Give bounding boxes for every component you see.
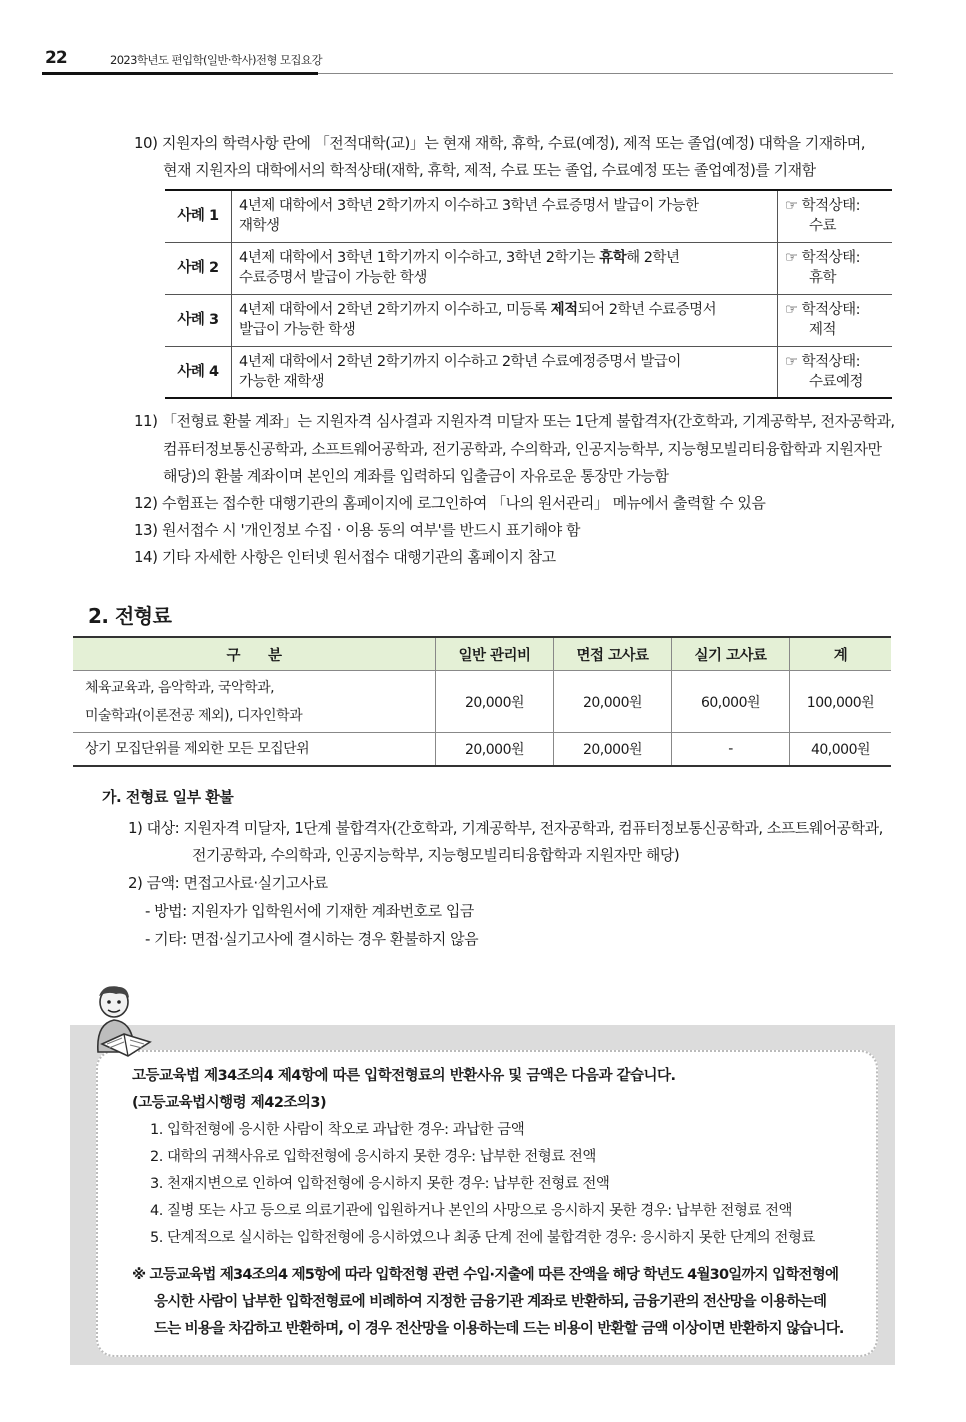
refund-subheading: 가. 전형료 일부 환불 — [102, 788, 234, 806]
interview-fee-cell: 20,000원 — [554, 733, 672, 766]
column-header: 계 — [790, 637, 892, 671]
total-fee-cell: 100,000원 — [790, 671, 892, 733]
practical-fee-cell: - — [672, 733, 790, 766]
case-description: 4년제 대학에서 3학년 1학기까지 이수하고, 3학년 2학기는 휴학해 2학년 수료증명서 발급이 가능한 학생 — [232, 242, 778, 294]
column-header: 면접 고사료 — [554, 637, 672, 671]
note-item-12: 12) 수험표는 접수한 대행기관의 홈페이지에 로그인하여 「나의 원서관리」 메뉴에서 출력할 수 있음 — [134, 494, 766, 512]
table-row — [165, 294, 892, 346]
case-description: 4년제 대학에서 3학년 2학기까지 이수하고 3학년 수료증명서 발급이 가능한 재학생 — [232, 190, 778, 242]
note-item-10 — [134, 130, 865, 157]
case-status: ☞ 학적상태: 수료예정 — [778, 346, 893, 398]
case-status: ☞ 학적상태: 수료 — [778, 190, 893, 242]
section-title: 2. 전형료 — [88, 604, 172, 628]
table-header-row — [73, 637, 891, 671]
notice-heading-source: (고등교육법시행령 제42조의3) — [132, 1095, 327, 1111]
notice-list-item: 1. 입학전형에 응시한 사람이 착오로 과납한 경우: 과납한 금액 — [150, 1122, 525, 1138]
interview-fee-cell: 20,000원 — [554, 671, 672, 733]
enrollment-status-cases-table — [165, 189, 892, 399]
refund-other: - 기타: 면접·실기고사에 결시하는 경우 환불하지 않음 — [145, 930, 479, 948]
column-header: 일반 관리비 — [436, 637, 554, 671]
case-label: 사례 3 — [165, 294, 232, 346]
note-item-11: 11) 「전형료 환불 계좌」는 지원자격 심사결과 지원자격 미달자 또는 1단계 불합격자(간호학과, 기계공학부, 전자공학과, — [134, 412, 895, 430]
column-header: 실기 고사료 — [672, 637, 790, 671]
refund-method: - 방법: 지원자가 입학원서에 기재한 계좌번호로 입금 — [145, 902, 474, 920]
notice-footnote-line2: 응시한 사람이 납부한 입학전형료에 비례하여 지정한 금융기관 계좌로 반환하되, 금융기관의 전산망을 이용하는데 — [154, 1294, 827, 1310]
table-row — [73, 671, 891, 733]
admin-fee-cell: 20,000원 — [436, 671, 554, 733]
total-fee-cell: 40,000원 — [790, 733, 892, 766]
admin-fee-cell: 20,000원 — [436, 733, 554, 766]
table-row — [165, 190, 892, 242]
table-row — [73, 733, 891, 766]
item-number: 10) — [134, 134, 158, 152]
notice-footnote-line3: 드는 비용을 차감하고 반환하며, 이 경우 전산망을 이용하는데 드는 비용이 반환할 금액 이상이면 반환하지 않습니다. — [154, 1321, 844, 1337]
fee-table — [73, 636, 891, 767]
case-label: 사례 1 — [165, 190, 232, 242]
refund-item-1: 1) 대상: 지원자격 미달자, 1단계 불합격자(간호학과, 기계공학부, 전자공학과, 컴퓨터정보통신공학과, 소프트웨어공학과, — [128, 819, 883, 837]
notice-list-item: 3. 천재지변으로 인하여 입학전형에 응시하지 못한 경우: 납부한 전형료 전액 — [150, 1176, 610, 1192]
division-cell: 상기 모집단위를 제외한 모든 모집단위 — [73, 733, 436, 766]
case-status: ☞ 학적상태: 제적 — [778, 294, 893, 346]
table-row — [165, 242, 892, 294]
notice-list-item: 2. 대학의 귀책사유로 입학전형에 응시하지 못한 경우: 납부한 전형료 전액 — [150, 1149, 596, 1165]
notice-footnote: ※ 고등교육법 제34조의4 제5항에 따라 입학전형 관련 수입·지출에 따른 잔액을 해당 학년도 4월30일까지 입학전형에 — [132, 1267, 839, 1283]
header-title: 2023학년도 편입학(일반·학사)전형 모집요강 — [110, 53, 322, 67]
division-cell: 체육교육과, 음악학과, 국악학과, 미술학과(이론전공 제외), 디자인학과 — [73, 671, 436, 733]
table-row — [165, 346, 892, 398]
column-header: 구 분 — [73, 637, 436, 671]
case-label: 사례 4 — [165, 346, 232, 398]
note-item-10-line2: 현재 지원자의 대학에서의 학적상태(재학, 휴학, 제적, 수료 또는 졸업, 수료예정 또는 졸업예정)를 기재함 — [163, 161, 816, 179]
notice-heading: 고등교육법 제34조의4 제4항에 따른 입학전형료의 반환사유 및 금액은 다음과 같습니다. — [132, 1068, 676, 1084]
header-rule-thick — [42, 72, 318, 75]
case-description: 4년제 대학에서 2학년 2학기까지 이수하고, 미등록 제적되어 2학년 수료증명서 발급이 가능한 학생 — [232, 294, 778, 346]
case-label: 사례 2 — [165, 242, 232, 294]
header-rule-thin — [318, 73, 893, 74]
note-item-13: 13) 원서접수 시 '개인정보 수집 · 이용 동의 여부'를 반드시 표기해야 함 — [134, 521, 580, 539]
note-item-11-line3: 해당)의 환불 계좌이며 본인의 계좌를 입력하되 입출금이 자유로운 통장만 가능함 — [163, 467, 669, 485]
notice-list-item: 4. 질병 또는 사고 등으로 의료기관에 입원하거나 본인의 사망으로 응시하지 못한 경우: 납부한 전형료 전액 — [150, 1203, 793, 1219]
notice-list-item: 5. 단계적으로 실시하는 입학전형에 응시하였으나 최종 단계 전에 불합격한 경우: 응시하지 못한 단계의 전형료 — [150, 1230, 815, 1246]
case-description: 4년제 대학에서 2학년 2학기까지 이수하고 2학년 수료예정증명서 발급이 가능한 재학생 — [232, 346, 778, 398]
practical-fee-cell: 60,000원 — [672, 671, 790, 733]
refund-item-2: 2) 금액: 면접고사료·실기고사료 — [128, 874, 328, 892]
page-number: 22 — [45, 48, 67, 68]
note-item-14: 14) 기타 자세한 사항은 인터넷 원서접수 대행기관의 홈페이지 참고 — [134, 548, 556, 566]
reading-character-illustration — [84, 982, 162, 1068]
refund-item-1-line2: 전기공학과, 수의학과, 인공지능학부, 지능형모빌리티융합학과 지원자만 해당) — [192, 846, 680, 864]
case-status: ☞ 학적상태: 휴학 — [778, 242, 893, 294]
note-item-11-line2: 컴퓨터정보통신공학과, 소프트웨어공학과, 전기공학과, 수의학과, 인공지능학부, 지능형모빌리티융합학과 지원자만 — [163, 440, 882, 458]
note-text: 지원자의 학력사항 란에 「전적대학(교)」는 현재 재학, 휴학, 수료(예정), 제적 또는 졸업(예정) 대학을 기재하며, — [162, 134, 865, 152]
